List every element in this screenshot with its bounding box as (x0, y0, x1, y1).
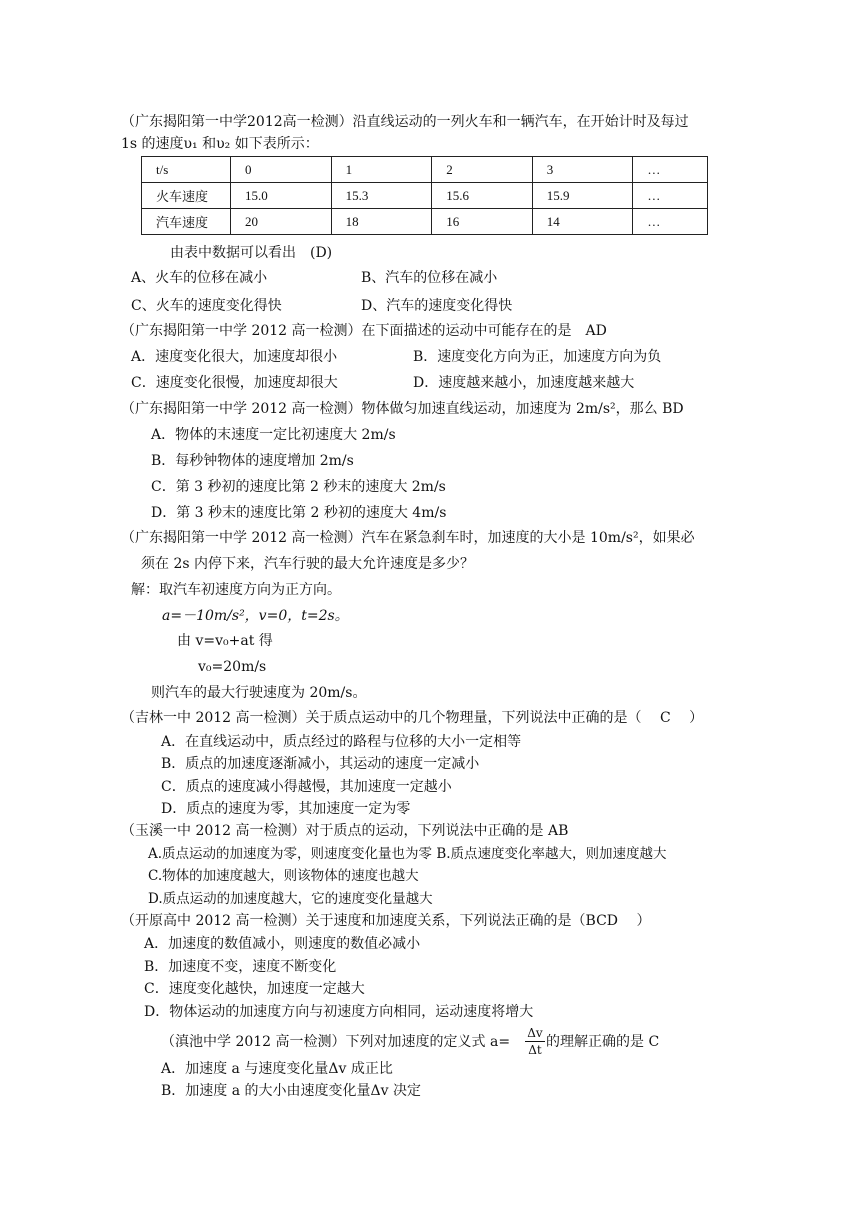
table-cell: 3 (532, 157, 633, 183)
q4-solution-3: 由 v=v₀+at 得 (177, 633, 273, 649)
q4-line2: 须在 2s 内停下来，汽车行驶的最大允许速度是多少？ (141, 556, 474, 572)
table-row (142, 157, 708, 183)
q4-line1: （广东揭阳第一中学 2012 高一检测）汽车在紧急刹车时，加速度的大小是 10m/s²，如果必 (121, 530, 695, 546)
q4-solution-4: v₀=20m/s (198, 659, 267, 675)
q7-option-b: B．加速度不变，速度不断变化 (144, 959, 337, 975)
q8-option-a: A．加速度 a 与速度变化量Δv 成正比 (161, 1061, 393, 1077)
q8-line1-end: 的理解正确的是 C (546, 1034, 660, 1050)
table-cell: 1 (331, 157, 432, 183)
q1-line2: 1s 的速度υ₁ 和υ₂ 如下表所示： (121, 136, 319, 152)
q8-option-b: B．加速度 a 的大小由速度变化量Δv 决定 (161, 1083, 422, 1099)
table-cell: … (633, 183, 708, 209)
q5-option-b: B．质点的加速度逐渐减小，其运动的速度一定减小 (161, 756, 480, 772)
table-cell: 火车速度 (142, 183, 231, 209)
q8-line1-start: （滇池中学 2012 高一检测）下列对加速度的定义式 a= (161, 1034, 511, 1050)
table-cell: 15.0 (231, 183, 332, 209)
speed-table (141, 156, 708, 235)
fraction-numerator: Δv (527, 1026, 543, 1040)
q2-line1: （广东揭阳第一中学 2012 高一检测）在下面描述的运动中可能存在的是 AD (121, 323, 607, 339)
table-row (142, 183, 708, 209)
q7-option-d: D．物体运动的加速度方向与初速度方向相同，运动速度将增大 (144, 1004, 534, 1020)
table-cell: 16 (432, 209, 533, 235)
q3-option-d: D．第 3 秒末的速度比第 2 秒初的速度大 4m/s (151, 505, 447, 521)
q3-line1: （广东揭阳第一中学 2012 高一检测）物体做匀加速直线运动，加速度为 2m/s²，那么 BD (121, 401, 684, 417)
q2-option-a: A．速度变化很大，加速度却很小 (131, 349, 338, 365)
table-cell: t/s (142, 157, 231, 183)
table-cell: 2 (432, 157, 533, 183)
fraction-bar (525, 1041, 545, 1042)
q6-option-c: C.物体的加速度越大，则该物体的速度也越大 (148, 868, 419, 884)
table-cell: 14 (532, 209, 633, 235)
q2-option-d: D．速度越来越小，加速度越来越大 (413, 375, 635, 391)
q2-option-b: B．速度变化方向为正，加速度方向为负 (413, 349, 662, 365)
q5-option-c: C．质点的速度减小得越慢，其加速度一定越小 (161, 779, 452, 795)
q3-option-a: A．物体的末速度一定比初速度大 2m/s (151, 427, 396, 443)
table-cell: 20 (231, 209, 332, 235)
q4-solution-1: 解：取汽车初速度方向为正方向。 (131, 582, 341, 598)
q1-option-b: B、汽车的位移在减小 (361, 270, 498, 286)
table-cell: … (633, 157, 708, 183)
q6-option-ab: A.质点运动的加速度为零，则速度变化量也为零 B.质点速度变化率越大，则加速度越大 (148, 846, 667, 862)
q6-option-d: D.质点运动的加速度越大，它的速度变化量越大 (148, 891, 433, 907)
table-cell: 0 (231, 157, 332, 183)
q5-option-a: A．在直线运动中，质点经过的路程与位移的大小一定相等 (161, 734, 522, 750)
q4-solution-5: 则汽车的最大行驶速度为 20m/s。 (151, 685, 367, 701)
q3-option-b: B．每秒钟物体的速度增加 2m/s (151, 453, 354, 469)
table-row (142, 209, 708, 235)
q1-stem: 由表中数据可以看出 (D) (170, 245, 333, 261)
q3-option-c: C．第 3 秒初的速度比第 2 秒末的速度大 2m/s (151, 479, 446, 495)
q5-option-d: D．质点的速度为零，其加速度一定为零 (161, 801, 411, 817)
table-cell: 15.6 (432, 183, 533, 209)
q7-line1: （开原高中 2012 高一检测）关于速度和加速度关系，下列说法正确的是（BCD ） (121, 913, 651, 929)
q5-line1: （吉林一中 2012 高一检测）关于质点运动中的几个物理量，下列说法中正确的是（ C ） (121, 710, 704, 726)
q1-option-a: A、火车的位移在减小 (131, 270, 268, 286)
fraction-delta-v-over-delta-t (525, 1026, 545, 1057)
table-cell: … (633, 209, 708, 235)
q2-option-c: C．速度变化很慢，加速度却很大 (131, 375, 338, 391)
fraction-denominator: Δt (528, 1043, 542, 1057)
q7-option-a: A．加速度的数值减小，则速度的数值必减小 (144, 936, 421, 952)
q1-option-d: D、汽车的速度变化得快 (361, 298, 513, 314)
table-cell: 汽车速度 (142, 209, 231, 235)
table-cell: 15.9 (532, 183, 633, 209)
q4-solution-2: a=－10m/s²，v=0，t=2s。 (162, 608, 349, 624)
q1-line1: （广东揭阳第一中学2012高一检测）沿直线运动的一列火车和一辆汽车，在开始计时及每过 (121, 114, 689, 130)
q1-option-c: C、火车的速度变化得快 (131, 298, 282, 314)
q7-option-c: C．速度变化越快，加速度一定越大 (144, 981, 365, 997)
table-cell: 15.3 (331, 183, 432, 209)
q6-line1: （玉溪一中 2012 高一检测）对于质点的运动，下列说法中正确的是 AB (121, 823, 569, 839)
table-cell: 18 (331, 209, 432, 235)
